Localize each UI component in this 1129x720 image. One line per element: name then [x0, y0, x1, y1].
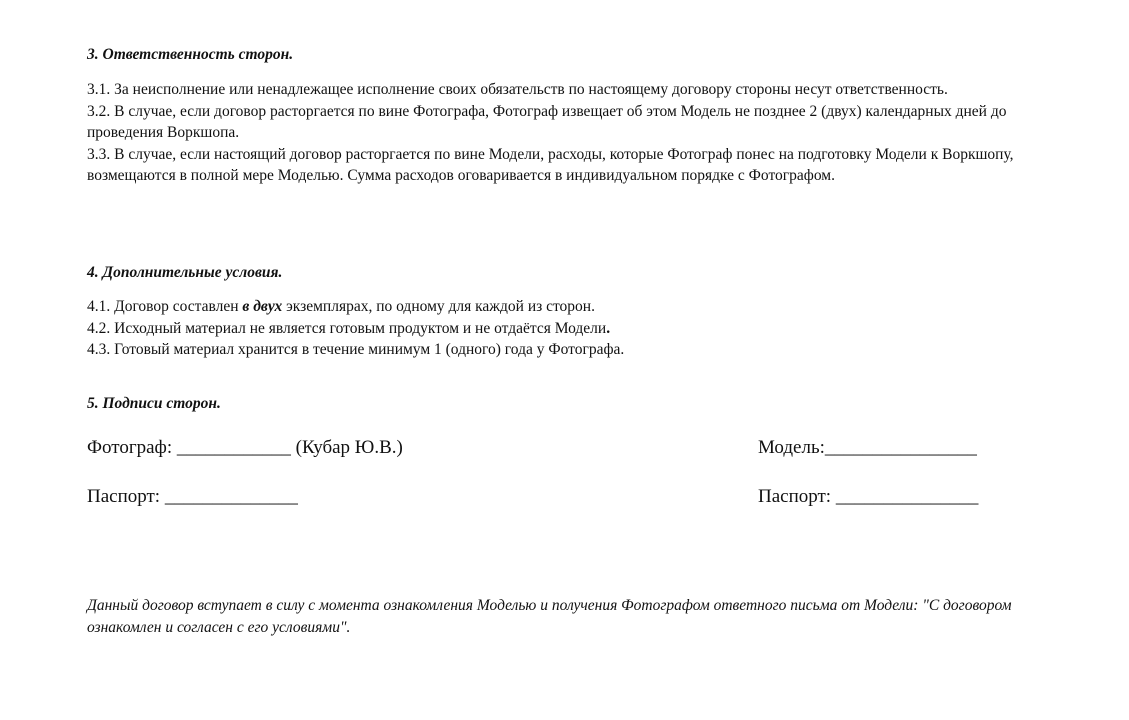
section-3-body	[87, 79, 1077, 187]
section-3-title: 3. Ответственность сторон.	[87, 46, 294, 63]
photographer-passport-line: Паспорт: ______________	[87, 486, 298, 507]
model-signature-line: Модель:________________	[758, 437, 977, 458]
section-4-title: 4. Дополнительные условия.	[87, 264, 283, 281]
clause-3-2: 3.2. В случае, если договор расторгается по вине Фотографа, Фотограф извещает об этом Модель не позднее 2 (двух) календарных дней до проведения Воркшопа.	[87, 102, 1007, 141]
clause-4-1-end: экземплярах, по одному для каждой из сторон.	[282, 298, 595, 315]
section-4-body	[87, 296, 1077, 361]
model-passport-line: Паспорт: _______________	[758, 486, 979, 507]
clause-3-3: 3.3. В случае, если настоящий договор расторгается по вине Модели, расходы, которые Фотограф понес на подготовку Модели к Воркшопу, возмещаются в полной мере Моделью. Сумма расходов оговаривается в индивидуальном порядке с Фотографом.	[87, 145, 1014, 184]
clause-4-2	[87, 318, 1077, 340]
section-5-title: 5. Подписи сторон.	[87, 395, 221, 412]
photographer-signature-line: Фотограф: ____________ (Кубар Ю.В.)	[87, 437, 403, 458]
clause-3-1: 3.1. За неисполнение или ненадлежащее исполнение своих обязательств по настоящему договору стороны несут ответственность.	[87, 81, 948, 98]
clause-4-1	[87, 296, 1077, 318]
clause-4-1-start: 4.1. Договор составлен	[87, 298, 243, 315]
clause-4-3: 4.3. Готовый материал хранится в течение минимум 1 (одного) года у Фотографа.	[87, 341, 625, 358]
effective-date-note: Данный договор вступает в силу с момента ознакомления Моделью и получения Фотографом ответного письма от Модели: "С договором ознакомлен и согласен с его условиями".	[87, 597, 1012, 636]
clause-4-1-emphasis: в двух	[242, 298, 283, 315]
clause-4-2-text: 4.2. Исходный материал не является готовым продуктом и не отдаётся Модели	[87, 319, 607, 337]
clause-4-2-period: .	[606, 319, 611, 337]
